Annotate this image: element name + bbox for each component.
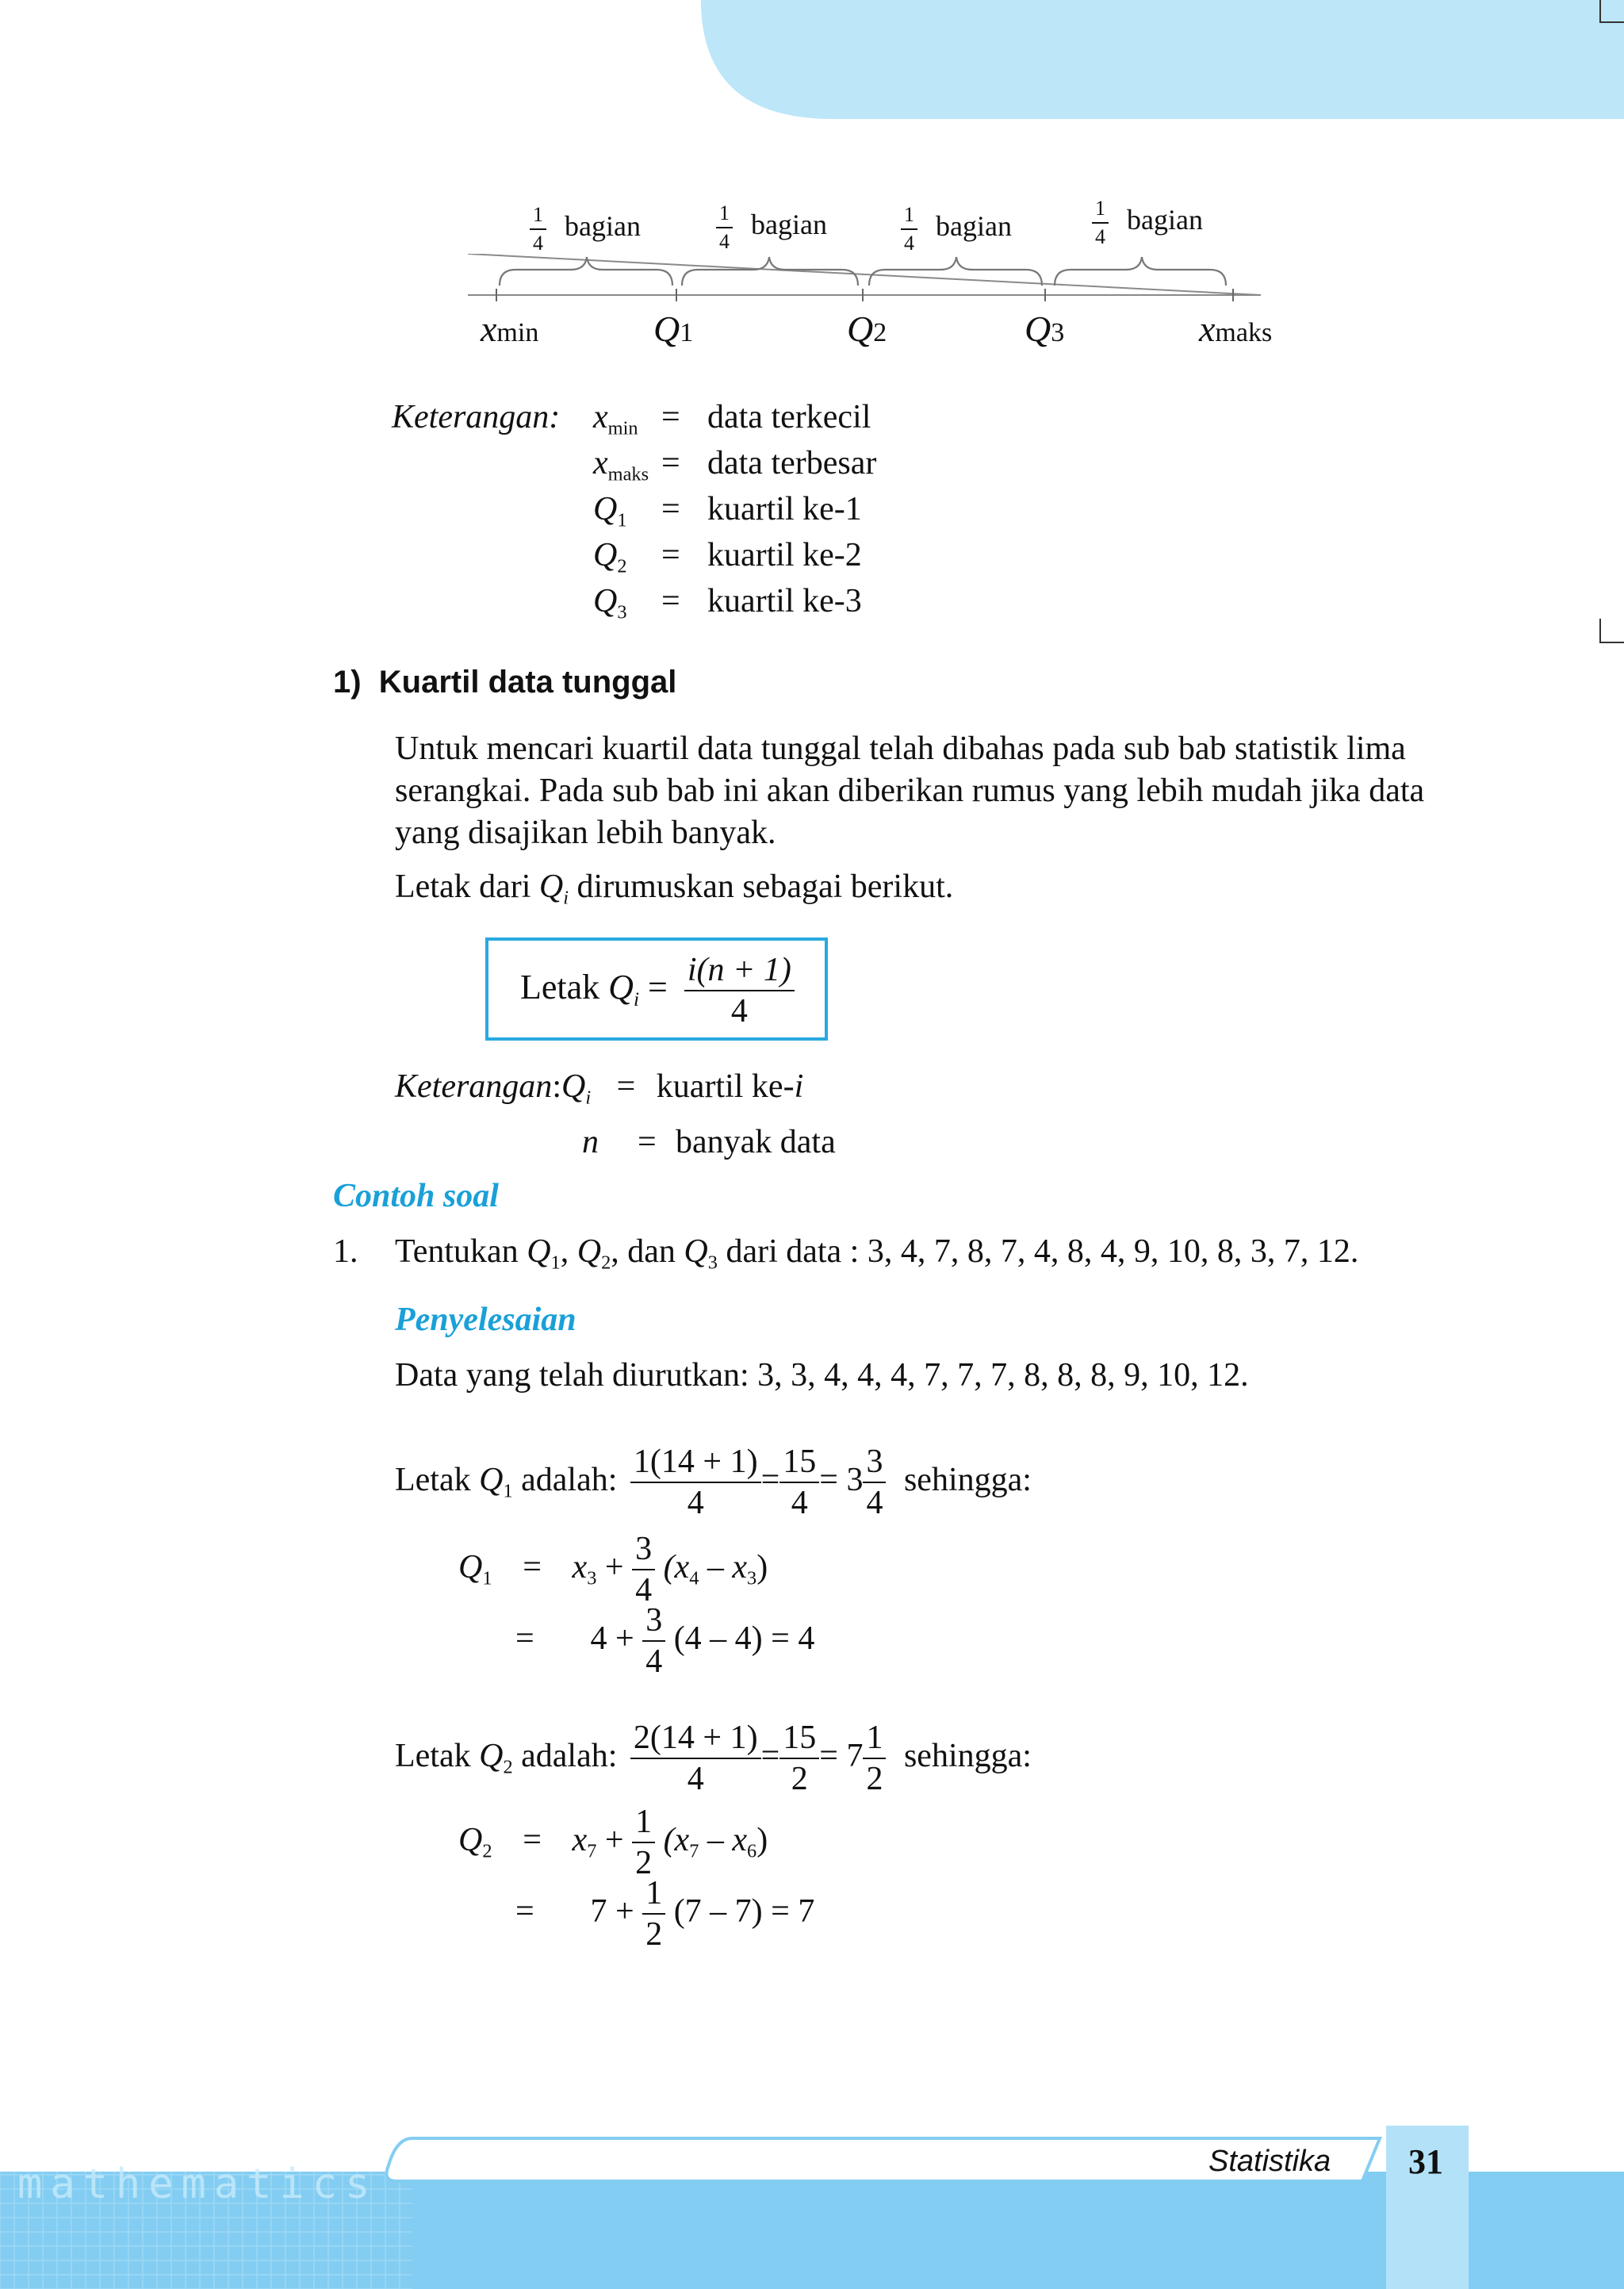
paragraph-line-3: yang disajikan lebih banyak. [395, 815, 776, 851]
brace-3 [869, 257, 1042, 286]
legend1-row-xmin: $x_{min}$ = data terkecil [593, 399, 871, 439]
section-heading: 1) Kuartil data tunggal [333, 665, 677, 700]
q1-calc-row2: = 4 + $\frac{3}{4}$ (4 – 4) = 4 [515, 1602, 815, 1681]
legend1-row-q1: $Q_1$ = kuartil ke-1 [593, 491, 862, 531]
point-q1: Q1 [653, 309, 694, 349]
q2-location: Letak $Q_2$ adalah: $\frac{2(14 + 1)}{4}$ = $\frac{15}{2}$ = 7 $\frac{1}{2}$ sehingga: [395, 1720, 1032, 1798]
example-number: 1. [333, 1233, 358, 1270]
example-question: Tentukan $Q_1$, $Q_2$, dan $Q_3$ dari data : 3, 4, 7, 8, 7, 4, 8, 4, 9, 10, 8, 3, 7, 12. [395, 1233, 1359, 1274]
brace-1 [500, 257, 672, 286]
legend2-row2: n = banyak data [582, 1124, 836, 1160]
formula-letak-qi: Letak $Q_i$ = $\frac{i(n + 1)}{4}$ [520, 952, 795, 1028]
q2-calc-row2: = 7 + $\frac{1}{2}$ (7 – 7) = 7 [515, 1875, 815, 1954]
crop-mark [1594, 619, 1624, 650]
brace-2 [682, 257, 858, 286]
q1-calc-row1: $Q_1 = x_3$ + $\frac{3}{4}$ $(x_4 - x_3)$ [458, 1531, 768, 1609]
quartile-number-line [468, 254, 1285, 301]
example-heading: Contoh soal [333, 1178, 499, 1214]
segment-label-3: $\frac{1}{4}$ bagian [901, 205, 1012, 254]
sorted-data: Data yang telah diurutkan: 3, 3, 4, 4, 4, 7, 7, 7, 8, 8, 8, 9, 10, 12. [395, 1357, 1249, 1394]
page-number: 31 [1408, 2142, 1443, 2181]
point-xmin: xmin [481, 309, 539, 349]
solution-heading: Penyelesaian [395, 1302, 576, 1338]
segment-label-1: $\frac{1}{4}$ bagian [530, 205, 641, 254]
segment-label-2: $\frac{1}{4}$ bagian [716, 203, 827, 252]
footer-chapter: Statistika [1208, 2145, 1331, 2178]
q1-location: Letak $Q_1$ adalah: $\frac{1(14 + 1)}{4}$ = $\frac{15}{4}$ = 3 $\frac{3}{4}$ sehingga: [395, 1444, 1032, 1522]
footer-watermark: mathematics [17, 2161, 378, 2208]
paragraph-line-2: serangkai. Pada sub bab ini akan diberikan rumus yang lebih mudah jika data [395, 773, 1425, 809]
legend1-table [593, 397, 876, 627]
legend1-row-q3: $Q_3$ = kuartil ke-3 [593, 583, 862, 623]
point-q2: Q2 [847, 309, 887, 349]
legend1-row-xmaks: $x_{maks}$ = data terbesar [593, 445, 877, 485]
brace-4 [1055, 257, 1226, 286]
legend2-row1: $Keterangan:Q_i$ = kuartil ke-i [395, 1068, 804, 1109]
paragraph-line-1: Untuk mencari kuartil data tunggal telah dibahas pada sub bab statistik lima [395, 730, 1406, 767]
header-band [0, 0, 1624, 127]
segment-label-4: $\frac{1}{4}$ bagian [1092, 198, 1203, 247]
point-xmaks: xmaks [1199, 309, 1273, 349]
q2-calc-row1: $Q_2 = x_7$ + $\frac{1}{2}$ $(x_7 - x_6)$ [458, 1804, 768, 1882]
legend1-title: Keterangan: [392, 399, 561, 435]
letak-sentence: Letak dari $Q_i$ dirumuskan sebagai berikut. [395, 868, 954, 909]
point-q3: Q3 [1025, 309, 1065, 349]
legend1-row-q2: $Q_2$ = kuartil ke-2 [593, 537, 862, 577]
